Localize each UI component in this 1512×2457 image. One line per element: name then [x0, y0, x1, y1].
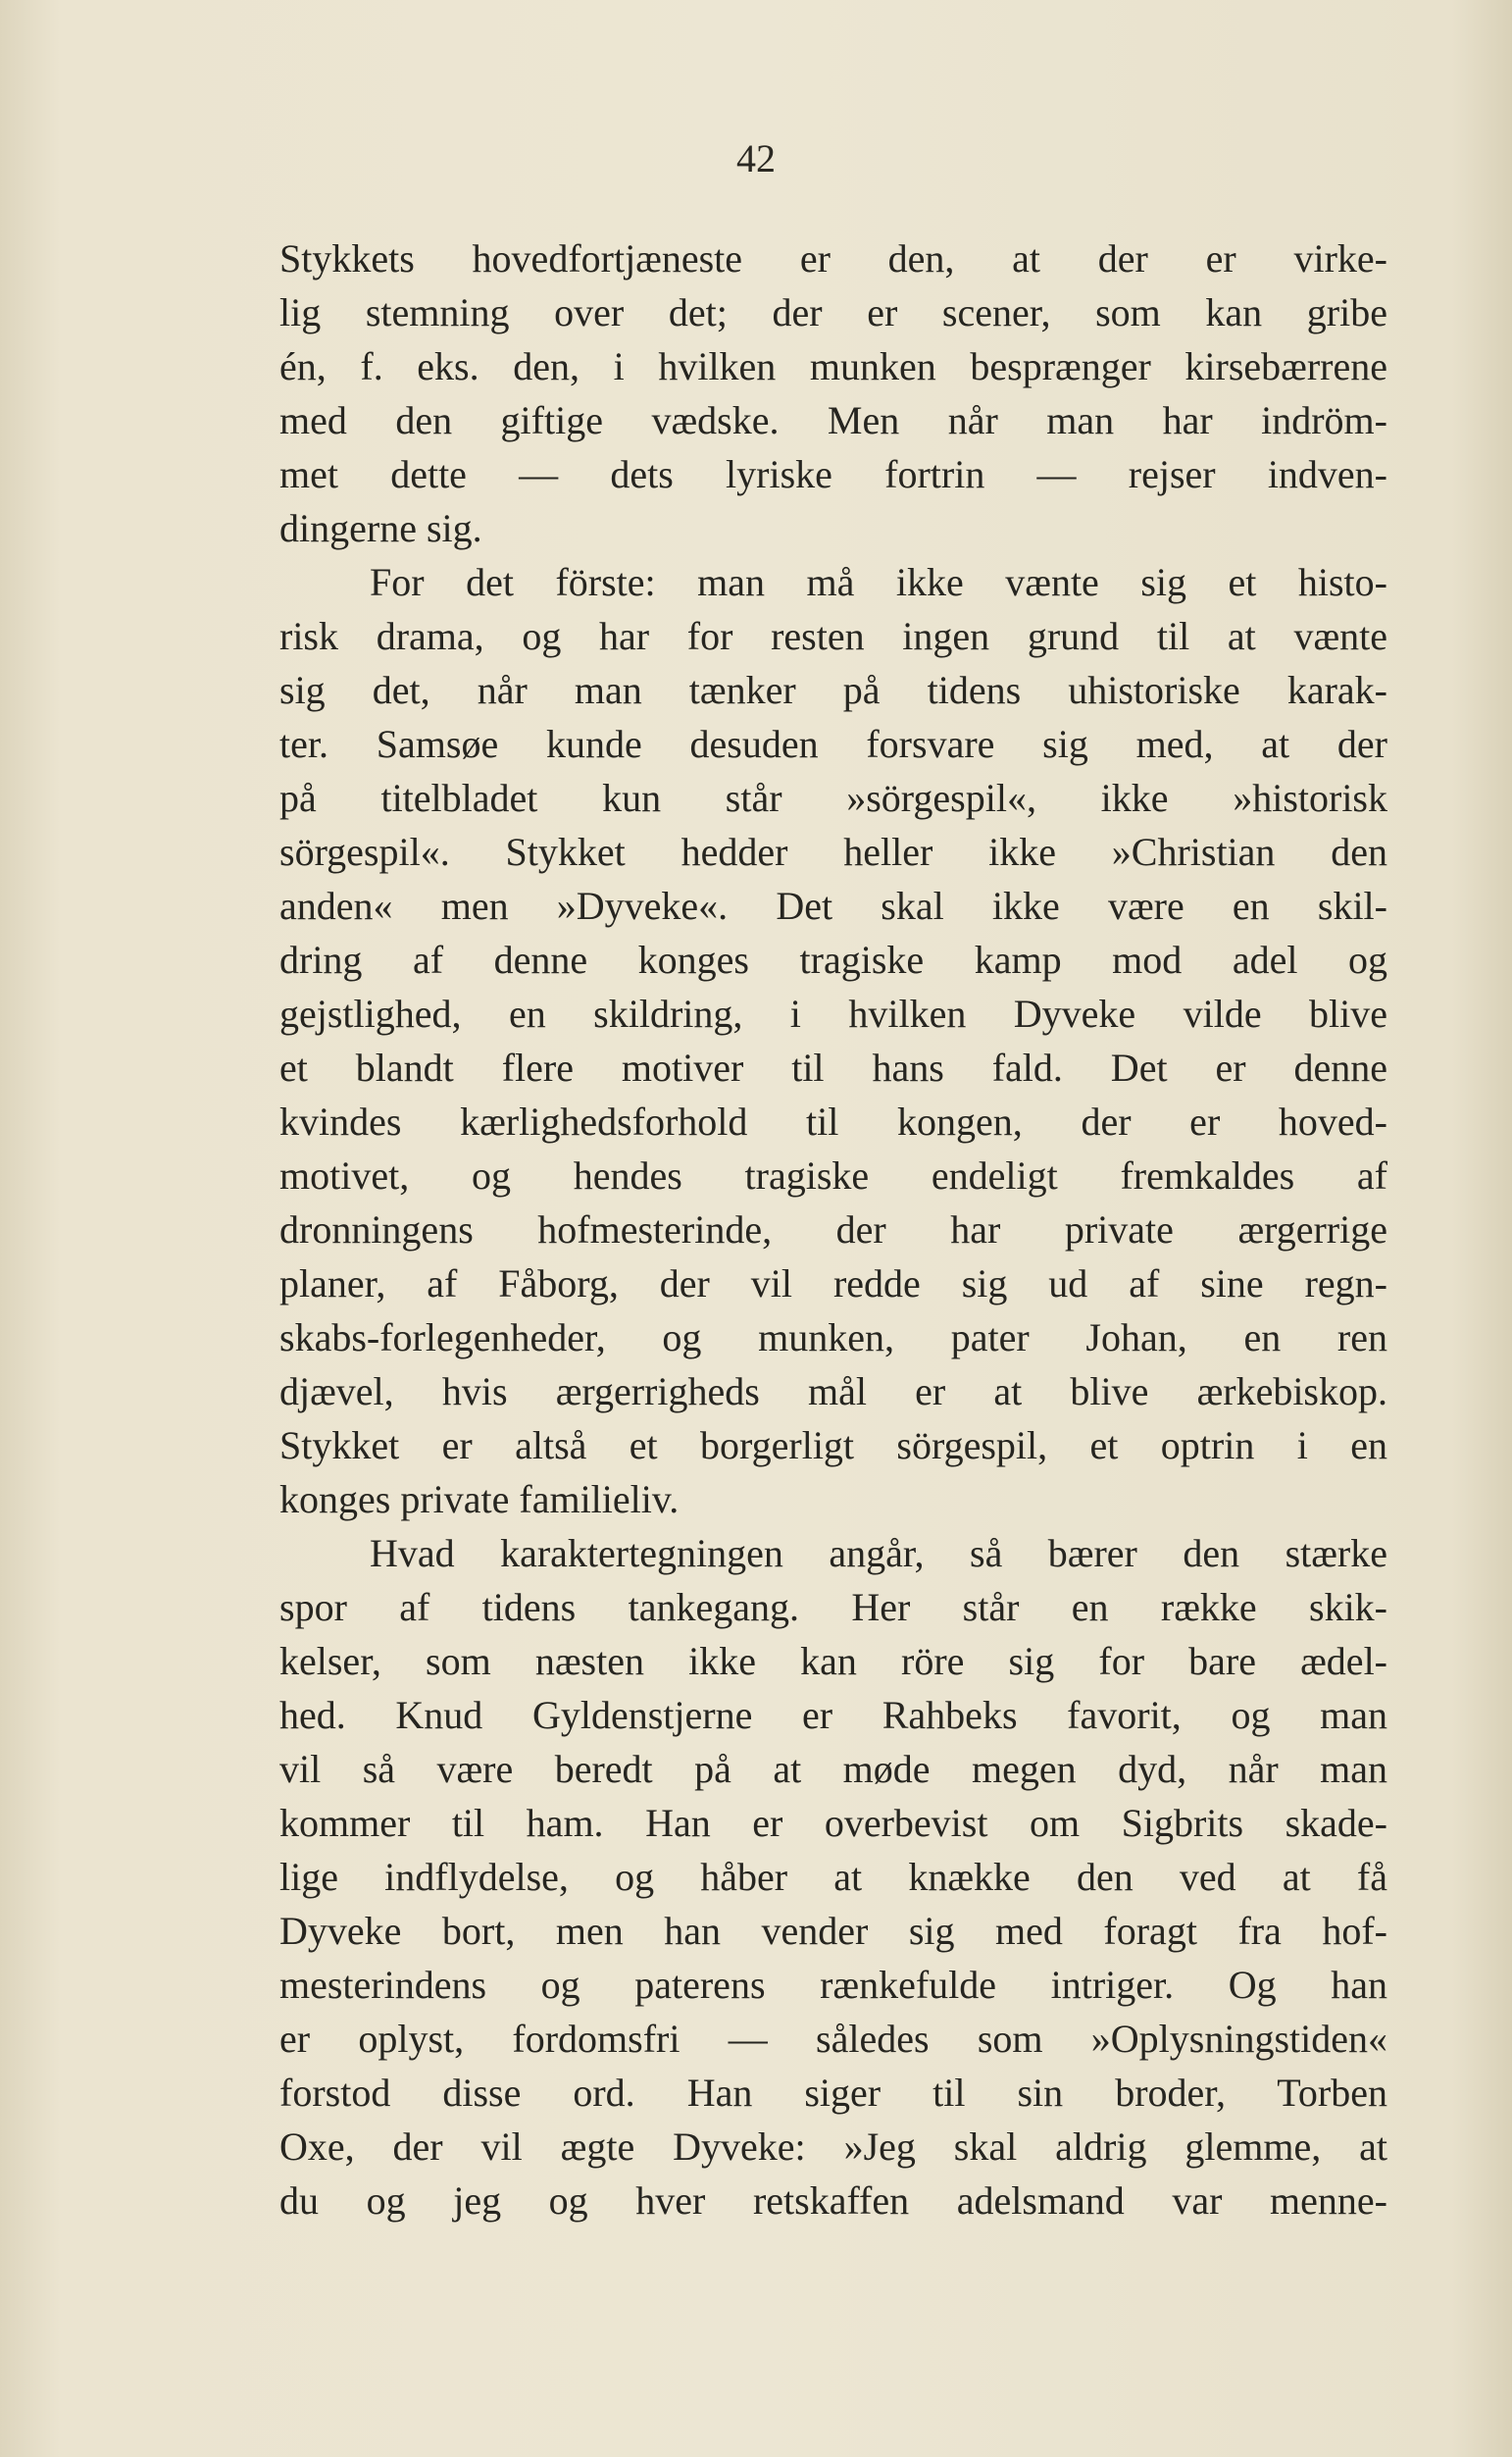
text-line: du og jeg og hver retskaffen adelsmand var menne-	[279, 2178, 1387, 2223]
text-line: sörgespil«. Stykket hedder heller ikke »Christian den	[279, 830, 1387, 874]
text-line: Hvad karaktertegningen angår, så bærer den stærke	[370, 1531, 1387, 1575]
text-line: kvindes kærlighedsforhold til kongen, der er hoved-	[279, 1100, 1387, 1144]
page-number: 42	[736, 136, 776, 180]
text-line: lige indflydelse, og håber at knække den ved at få	[279, 1855, 1387, 1899]
text-line: konges private familieliv.	[279, 1477, 680, 1521]
body-text	[279, 231, 1387, 2227]
text-line: Oxe, der vil ægte Dyveke: »Jeg skal aldrig glemme, at	[279, 2124, 1387, 2169]
text-line: For det förste: man må ikke vænte sig et histo-	[370, 560, 1387, 604]
text-line: met dette — dets lyriske fortrin — rejser indven-	[279, 452, 1387, 496]
text-line: hed. Knud Gyldenstjerne er Rahbeks favorit, og man	[279, 1693, 1387, 1737]
text-line: Dyveke bort, men han vender sig med foragt fra hof-	[279, 1909, 1387, 1953]
text-line: planer, af Fåborg, der vil redde sig ud af sine regn-	[279, 1261, 1387, 1305]
text-line: kelser, som næsten ikke kan röre sig for bare ædel-	[279, 1639, 1387, 1683]
text-line: på titelbladet kun står »sörgespil«, ikke »historisk	[279, 776, 1387, 820]
text-line: djævel, hvis ærgerrigheds mål er at blive ærkebiskop.	[279, 1369, 1387, 1413]
text-line: dronningens hofmesterinde, der har private ærgerrige	[279, 1207, 1387, 1252]
text-line: mesterindens og paterens rænkefulde intriger. Og han	[279, 1963, 1387, 2007]
text-line: dring af denne konges tragiske kamp mod adel og	[279, 938, 1387, 982]
text-line: et blandt flere motiver til hans fald. Det er denne	[279, 1046, 1387, 1090]
text-line: skabs-forlegenheder, og munken, pater Johan, en ren	[279, 1315, 1387, 1359]
text-line: motivet, og hendes tragiske endeligt fremkaldes af	[279, 1153, 1387, 1198]
text-line: Stykkets hovedfortjæneste er den, at der er virke-	[279, 236, 1387, 281]
text-line: dingerne sig.	[279, 506, 482, 550]
text-line: er oplyst, fordomsfri — således som »Oplysningstiden«	[279, 2017, 1387, 2061]
text-line: spor af tidens tankegang. Her står en række skik-	[279, 1585, 1387, 1629]
text-line: vil så være beredt på at møde megen dyd, når man	[279, 1747, 1387, 1791]
text-line: gejstlighed, en skildring, i hvilken Dyveke vilde blive	[279, 992, 1387, 1036]
text-line: ter. Samsøe kunde desuden forsvare sig med, at der	[279, 722, 1387, 766]
text-line: én, f. eks. den, i hvilken munken besprænger kirsebærrene	[279, 344, 1387, 388]
text-line: forstod disse ord. Han siger til sin broder, Torben	[279, 2071, 1387, 2115]
text-line: lig stemning over det; der er scener, som kan gribe	[279, 290, 1387, 334]
text-line: kommer til ham. Han er overbevist om Sigbrits skade-	[279, 1801, 1387, 1845]
text-line: Stykket er altså et borgerligt sörgespil, et optrin i en	[279, 1423, 1387, 1467]
text-line: sig det, når man tænker på tidens uhistoriske karak-	[279, 668, 1387, 712]
text-line: med den giftige vædske. Men når man har indröm-	[279, 398, 1387, 442]
text-line: anden« men »Dyveke«. Det skal ikke være en skil-	[279, 884, 1387, 928]
text-line: risk drama, og har for resten ingen grund til at vænte	[279, 614, 1387, 658]
